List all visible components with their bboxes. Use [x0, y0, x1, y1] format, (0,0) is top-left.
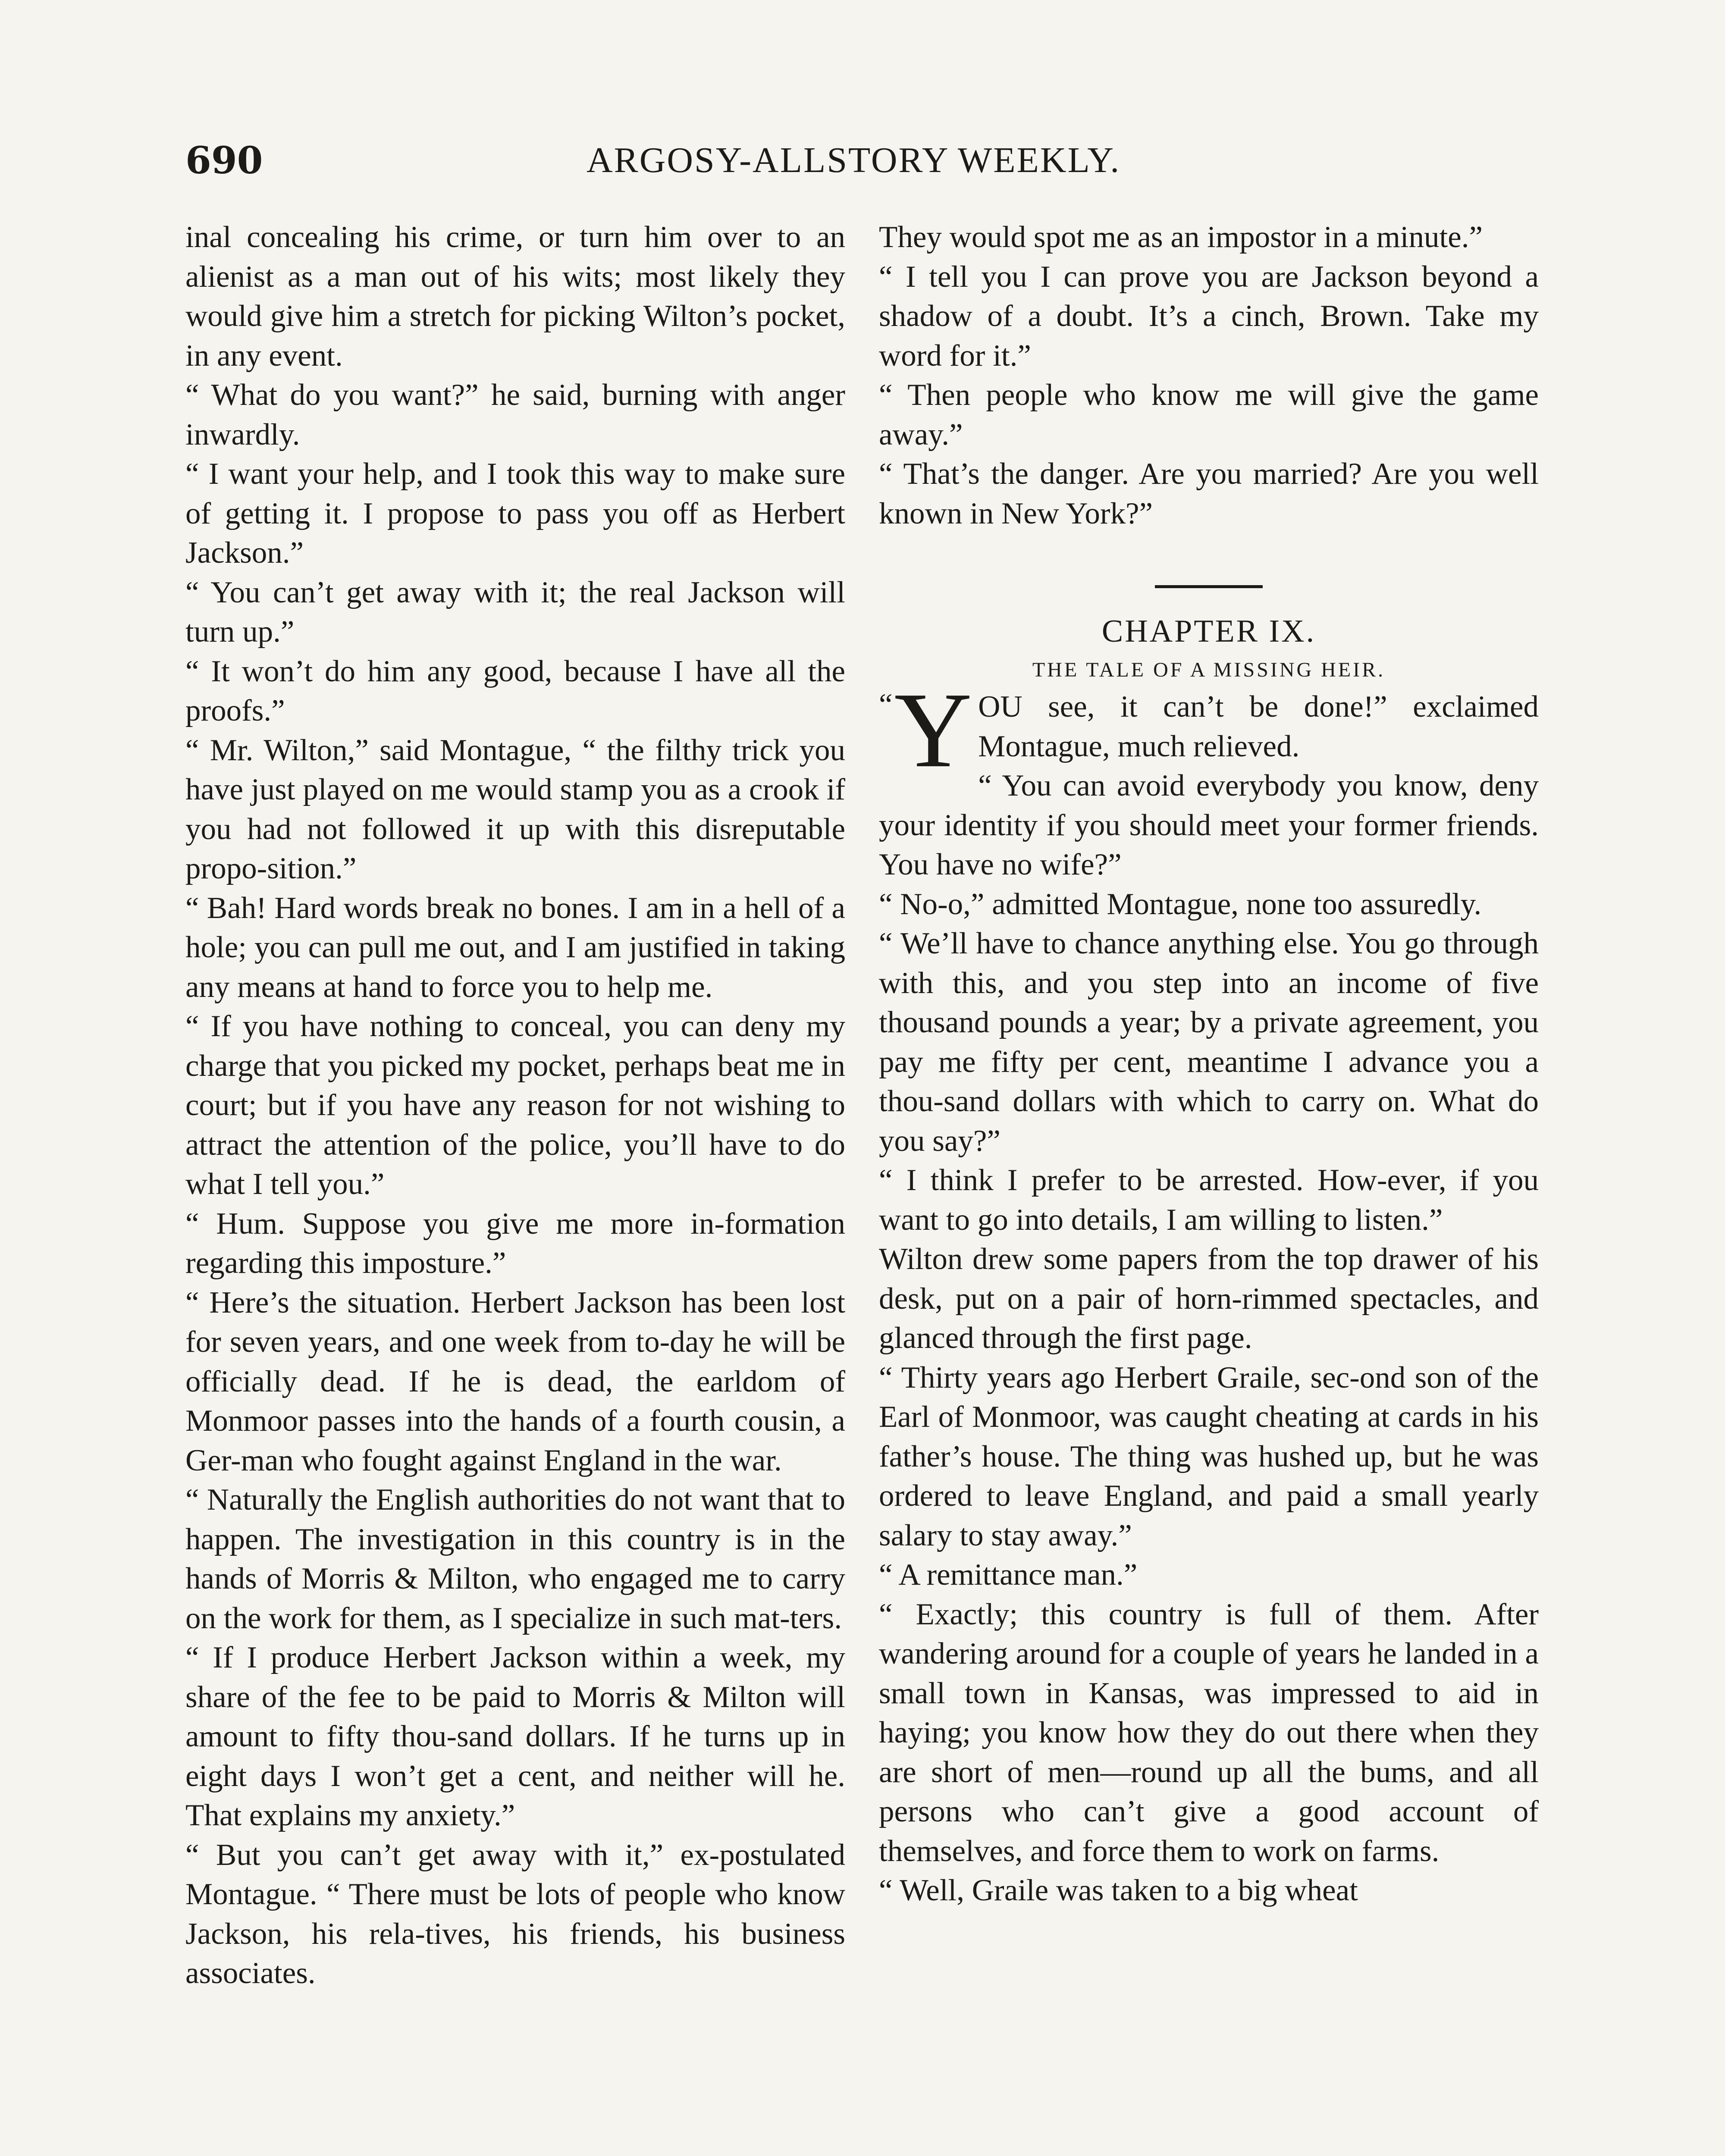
paragraph: “ You can’t get away with it; the real Jackson will turn up.” [185, 575, 845, 649]
paragraph: “ It won’t do him any good, because I have all the proofs.” [185, 654, 845, 727]
paragraph: “ No-o,” admitted Montague, none too assuredly. [879, 887, 1482, 921]
paragraph: “ We’ll have to chance anything else. You go through with this, and you step into an income of five thousand pounds a year; by a private agreement, you pay me fifty per cent, meantime I advance you a thou-sand dollars with which to carry on. What do you say?” [879, 927, 1539, 1158]
chapter-subtitle: THE TALE OF A MISSING HEIR. [1032, 658, 1386, 681]
dropcap-letter: Y [894, 671, 972, 790]
paragraph: “ If I produce Herbert Jackson within a week, my share of the fee to be paid to Morris & Milton will amount to fifty thou-sand dollars. If he turns up in eight days I won’t get a cent, and neither will he. That explains my anxiety.” [185, 1641, 845, 1832]
paragraph: “ Mr. Wilton,” said Montague, “ the filthy trick you have just played on me would stamp you as a crook if you had not followed it up with this disreputable propo-sition.” [185, 733, 845, 885]
paragraph: “ I tell you I can prove you are Jackson beyond a shadow of a doubt. It’s a cinch, Brown. Take my word for it.” [879, 260, 1539, 373]
section-divider [1155, 585, 1263, 588]
paragraph: “ I want your help, and I took this way to make sure of getting it. I propose to pass you off as Herbert Jackson.” [185, 457, 845, 570]
paragraph: Wilton drew some papers from the top drawer of his desk, put on a pair of horn-rimmed spectacles, and glanced through the first page. [879, 1242, 1539, 1355]
paragraph: “ Bah! Hard words break no bones. I am in a hell of a hole; you can pull me out, and I am justified in taking any means at hand to force you to help me. [185, 891, 845, 1004]
paragraph: “ What do you want?” he said, burning with anger inwardly. [185, 378, 845, 451]
dropcap-paragraph [879, 671, 1539, 790]
paragraph: “ Well, Graile was taken to a big wheat [879, 1874, 1358, 1907]
paragraph: inal concealing his crime, or turn him over to an alienist as a man out of his wits; most likely they would give him a stretch for picking Wilton’s pocket, in any event. [185, 220, 845, 373]
page-number: 690 [185, 139, 263, 182]
chapter-title: CHAPTER IX. [1101, 614, 1316, 649]
paragraph: They would spot me as an impostor in a minute.” [879, 220, 1483, 254]
paragraph: “ Naturally the English authorities do not want that to happen. The investigation in this country is in the hands of Morris & Milton, who engaged me to carry on the work for them, as I specialize in such mat-ters. [185, 1483, 845, 1635]
paragraph: “ A remittance man.” [879, 1558, 1138, 1592]
paragraph: “ Then people who know me will give the game away.” [879, 378, 1539, 451]
paragraph: “ That’s the danger. Are you married? Are you well known in New York?” [879, 457, 1539, 530]
running-head: ARGOSY-ALLSTORY WEEKLY. [586, 140, 1121, 180]
paragraph: “ If you have nothing to conceal, you can deny my charge that you picked my pocket, perhaps beat me in court; but if you have any reason for not wishing to attract the attention of the police, you’ll have to do what I tell you.” [185, 1009, 845, 1201]
paragraph: “ Here’s the situation. Herbert Jackson has been lost for seven years, and one week from to-day he will be officially dead. If he is dead, the earldom of Monmoor passes into the hands of a fourth cousin, a Ger-man who fought against England in the war. [185, 1285, 845, 1477]
left-column [185, 218, 845, 1993]
paragraph: “ Hum. Suppose you give me more in-formation regarding this imposture.” [185, 1206, 845, 1280]
dropcap-text: OU see, it can’t be done!” exclaimed Montague, much relieved. [978, 690, 1539, 763]
paragraph: “ Thirty years ago Herbert Graile, sec-ond son of the Earl of Monmoor, was caught cheating at cards in his father’s house. The thing was hushed up, but he was ordered to leave England, and paid a small yearly salary to stay away.” [879, 1360, 1539, 1552]
paragraph: “ You can avoid everybody you know, deny your identity if you should meet your former friends. You have no wife?” [879, 769, 1539, 881]
page-header [185, 139, 1540, 190]
paragraph: “ But you can’t get away with it,” ex-postulated Montague. “ There must be lots of people who know Jackson, his rela-tives, his friends, his business associates. [185, 1838, 845, 1990]
right-column [879, 218, 1539, 1911]
paragraph: “ Exactly; this country is full of them. After wandering around for a couple of years he landed in a small town in Kansas, was impressed to aid in haying; you know how they do out there when they are short of men—round up all the bums, and all persons who can’t give a good account of themselves, and force them to work on farms. [879, 1597, 1539, 1868]
paragraph: “ I think I prefer to be arrested. How-ever, if you want to go into details, I am willing to listen.” [879, 1163, 1539, 1237]
dropcap-quote: “ [879, 688, 893, 721]
